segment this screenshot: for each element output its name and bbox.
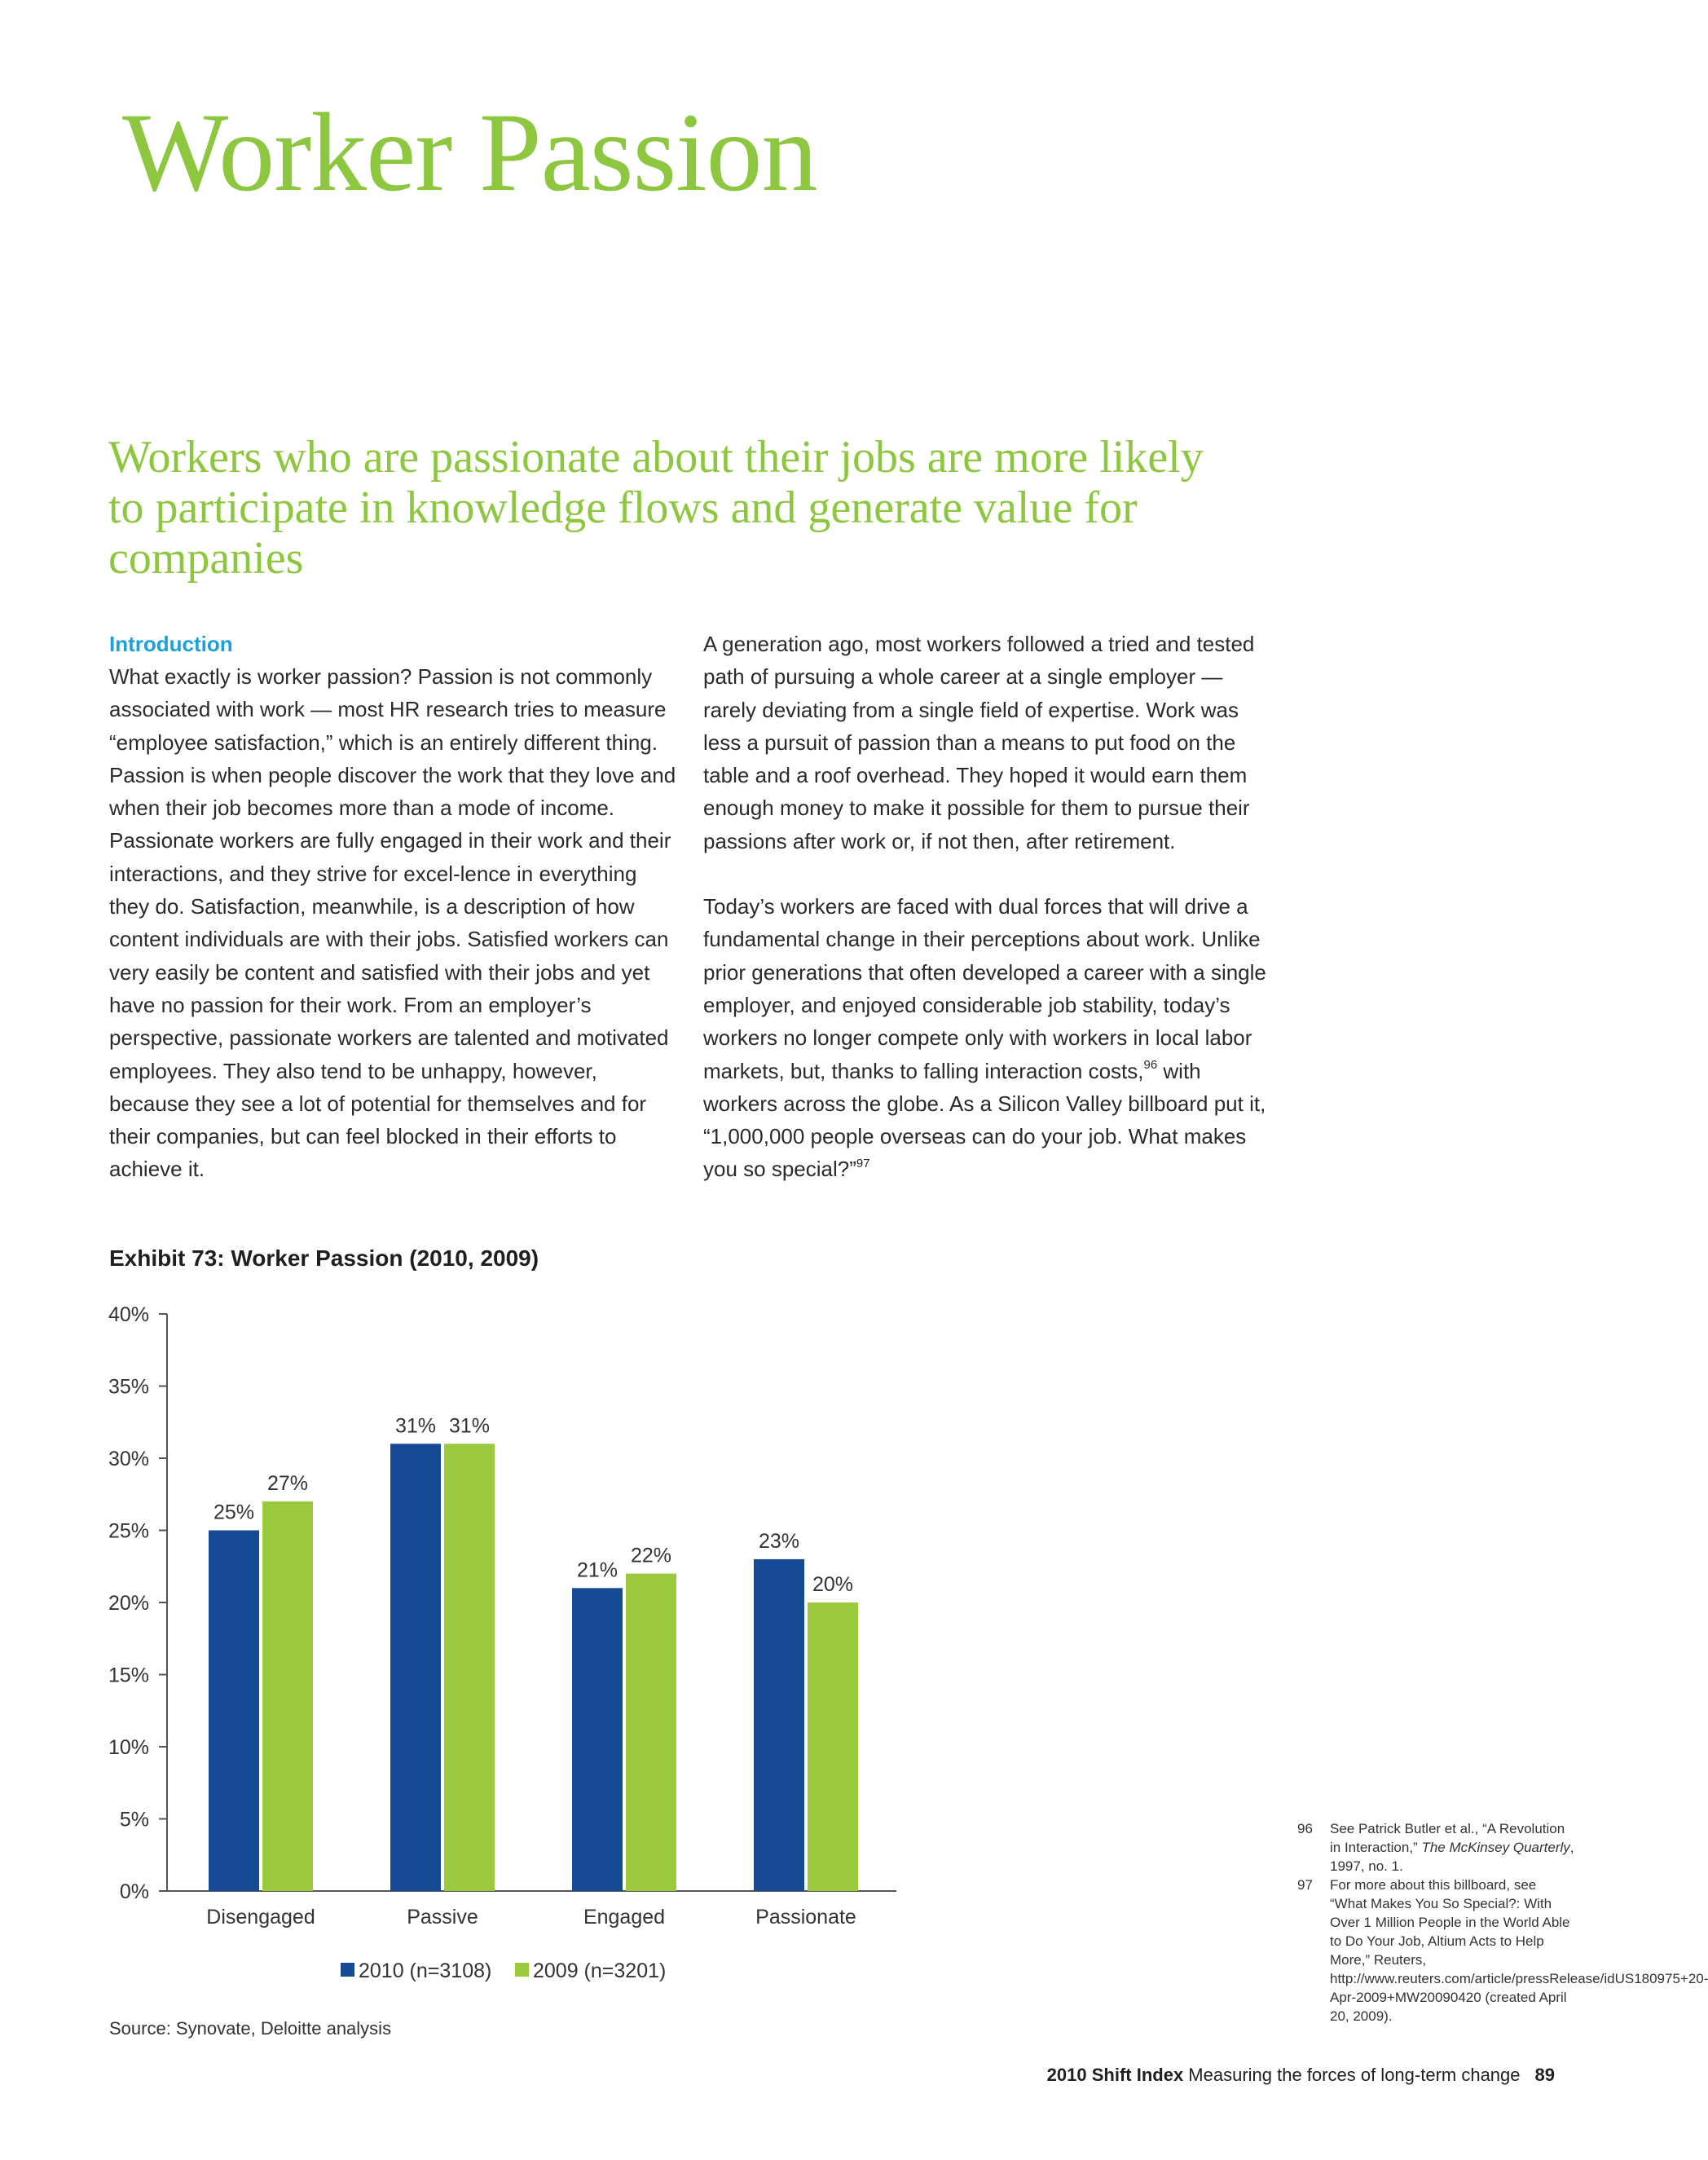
footnote-number: 96 [1297,1821,1313,1836]
right-paragraph-2-text-a: Today’s workers are faced with dual forces that will drive a fundamental change in their perceptions about work. Unlike prior generations that often developed a career with a single employer, and enjoyed considerable job stability, today’s workers no longer compete only with workers in local labor markets, but, thanks to falling interaction costs, [703,894,1266,1083]
y-tick-label: 25% [108,1519,149,1543]
footnote-ref-96: 96 [1143,1057,1158,1072]
data-label: 31% [448,1414,491,1438]
y-tick-label: 20% [108,1592,149,1615]
footnote-text-end: , 1997, no. 1. [1330,1840,1574,1874]
legend-label: 2009 (n=3201) [533,1959,667,1982]
footnote-text: See Patrick Butler et al., “A Revolution in Interaction,” [1330,1821,1565,1855]
bar-2010-engaged [572,1588,623,1891]
footer-tagline: Measuring the forces of long-term change [1183,2065,1521,2085]
bar-2010-passionate [754,1559,804,1891]
data-label: 21% [576,1558,618,1582]
data-label: 20% [812,1573,854,1596]
data-label: 25% [213,1501,255,1524]
right-paragraph-1: A generation ago, most workers followed a tried and tested path of pursuing a whole career at a single employer — rarely deviating from a single field of expertise. Work was less a pursuit of passion than a means to put food on the table and a roof overhead. They hoped it would earn them enough money to make it possible for them to pursue their passions after work or, if not then, after retirement. [703,632,1255,853]
bar-2009-passive [444,1444,495,1891]
section-headline: Workers who are passionate about their jobs are more likely to participate in knowledge flows and generate value for companies [108,432,1204,584]
legend-swatch [515,1963,529,1977]
right-paragraph-2 [703,890,1274,1186]
bar-2010-passive [390,1444,441,1891]
y-tick-label: 40% [108,1303,149,1326]
data-label: 31% [394,1414,437,1438]
y-tick-label: 30% [108,1448,149,1470]
right-column [703,628,1274,1186]
intro-heading: Introduction [109,632,233,656]
footnote-97 [1297,1876,1708,2026]
x-category-label: Disengaged [206,1906,315,1929]
x-category-label: Engaged [583,1906,666,1929]
x-category-label: Passionate [755,1906,856,1929]
x-category-label: Passive [407,1906,478,1929]
footnote-text: For more about this billboard, see “What Makes You So Special?: With Over 1 Million People in the World Able to Do Your Job, Altium Acts to Help More,” Reuters, http://www.reuters.com/article/pressRelease/idUS180975+20-Apr-2009+MW20090420 (created April 20, 2009). [1330,1877,1708,2024]
y-tick-label: 10% [108,1736,149,1759]
data-label: 22% [630,1544,672,1567]
page-number: 89 [1534,2065,1555,2085]
legend-swatch [341,1963,354,1977]
left-column [109,628,680,1186]
footnotes [1297,1819,1708,2026]
page-footer [1047,2065,1555,2086]
right-paragraph-2-text-b: with workers across the globe. As a Silicon Valley billboard put it, “1,000,000 people overseas can do your job. What makes you so special?” [703,1058,1266,1182]
y-tick-label: 15% [108,1664,149,1687]
exhibit-title: Exhibit 73: Worker Passion (2010, 2009) [109,1245,539,1271]
y-tick-label: 35% [108,1375,149,1399]
bar-2009-engaged [626,1574,676,1891]
footnote-journal: The McKinsey Quarterly [1421,1840,1570,1855]
bar-2010-disengaged [209,1531,259,1892]
bar-2009-disengaged [262,1501,313,1891]
bar-2009-passionate [808,1602,858,1891]
bar-chart [0,1296,937,2013]
footnote-96 [1297,1819,1574,1876]
data-label: 23% [758,1529,800,1553]
intro-paragraph: What exactly is worker passion? Passion is not commonly associated with work — most HR research tries to measure “employee satisfaction,” which is an entirely different thing. Passion is when people discover the work that they love and when their job becomes more than a mode of income. Passionate workers are fully engaged in their work and their interactions, and they strive for excel-lence in everything they do. Satisfaction, meanwhile, is a description of how content individuals are with their jobs. Satisfied workers can very easily be content and satisfied with their jobs and yet have no passion for their work. From an employer’s perspective, passionate workers are talented and motivated employees. They also tend to be unhappy, however, because they see a lot of potential for themselves and for their companies, but can feel blocked in their efforts to achieve it. [109,664,676,1182]
y-tick-label: 0% [119,1880,149,1903]
footnote-number: 97 [1297,1877,1313,1893]
y-tick-label: 5% [119,1808,149,1832]
footer-publication: 2010 Shift Index [1046,2065,1184,2085]
legend-label: 2010 (n=3108) [359,1959,492,1982]
source-note: Source: Synovate, Deloitte analysis [109,2018,392,2039]
data-label: 27% [266,1472,309,1496]
footnote-ref-97: 97 [856,1156,870,1170]
page-title: Worker Passion [122,90,817,214]
